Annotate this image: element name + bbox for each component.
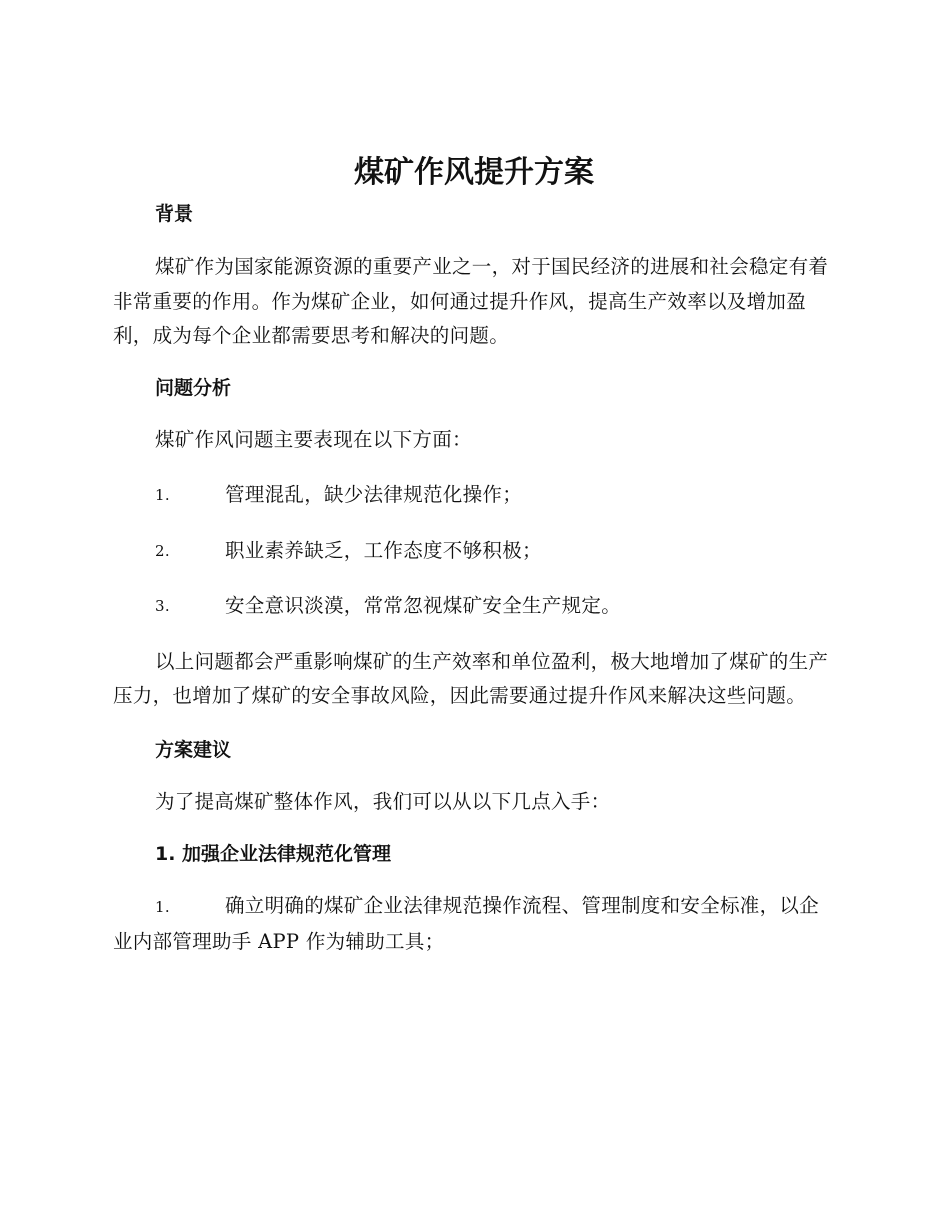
section-heading-analysis: 问题分析 xyxy=(155,376,232,399)
list-item-text: 安全意识淡漠，常常忽视煤矿安全生产规定。 xyxy=(225,594,622,617)
list-item-text: 职业素养缺乏，工作态度不够积极； xyxy=(225,538,542,562)
section-heading-background: 背景 xyxy=(155,203,194,225)
document-title: 煤矿作风提升方案 xyxy=(354,155,594,190)
subheading-legal-management: 1. 加强企业法律规范化管理 xyxy=(155,843,392,865)
document-page xyxy=(113,150,835,959)
list-item-text: 管理混乱，缺少法律规范化操作； xyxy=(225,483,523,506)
list-item-number: 2. xyxy=(155,541,170,560)
analysis-conclusion: 以上问题都会严重影响煤矿的生产效率和单位盈利，极大地增加了煤矿的生产压力，也增加了煤矿的安全事故风险，因此需要通过提升作风来解决这些问题。 xyxy=(113,649,829,707)
section-heading-proposal: 方案建议 xyxy=(155,738,232,761)
list-item xyxy=(113,589,835,624)
list-item-number: 3. xyxy=(155,597,170,615)
list-item-number: 1. xyxy=(155,486,170,504)
list-item-number: 1. xyxy=(155,898,170,916)
list-item xyxy=(113,534,835,569)
list-item-text: 确立明确的煤矿企业法律规范操作流程、管理制度和安全标准，以企业内部管理助手 APP 作为辅助工具； xyxy=(113,894,820,953)
proposal-intro: 为了提高煤矿整体作风，我们可以从以下几点入手： xyxy=(155,789,611,813)
analysis-intro: 煤矿作风问题主要表现在以下方面： xyxy=(155,427,472,451)
list-item xyxy=(113,889,835,959)
background-paragraph: 煤矿作为国家能源资源的重要产业之一，对于国民经济的进展和社会稳定有着非常重要的作用。作为煤矿企业，如何通过提升作风，提高生产效率以及增加盈利，成为每个企业都需要思考和解决的问题。 xyxy=(113,255,829,347)
list-item xyxy=(113,478,835,513)
